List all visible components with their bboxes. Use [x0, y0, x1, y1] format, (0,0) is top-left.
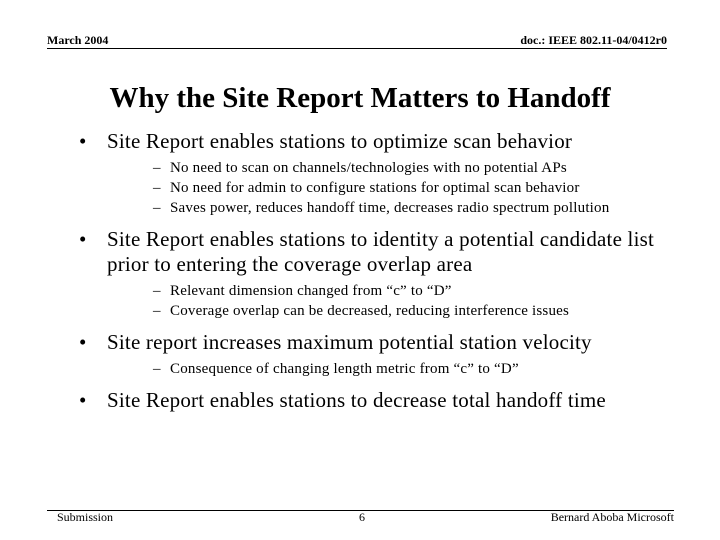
sub-bullet-text: Saves power, reduces handoff time, decreases radio spectrum pollution — [170, 200, 610, 216]
bullet-marker: • — [79, 330, 87, 354]
sub-bullet-item — [107, 301, 676, 321]
sub-bullet-item — [107, 281, 676, 301]
bullet-marker: • — [79, 388, 87, 412]
sub-bullet-item — [107, 359, 676, 379]
page-number: 6 — [359, 510, 365, 524]
sub-bullet-item — [107, 158, 676, 178]
bullet-item — [76, 330, 676, 379]
bullet-item — [76, 129, 676, 218]
header-date: March 2004 — [47, 33, 109, 47]
header-rule — [47, 48, 667, 49]
sub-bullet-marker: – — [153, 200, 161, 216]
sub-bullet-text: Coverage overlap can be decreased, reducing interference issues — [170, 303, 570, 319]
sub-bullet-marker: – — [153, 283, 161, 299]
sub-bullet-text: No need to scan on channels/technologies with no potential APs — [170, 160, 567, 176]
sub-bullet-text: No need for admin to configure stations for optimal scan behavior — [170, 180, 580, 196]
sub-bullet-text: Consequence of changing length metric from “c” to “D” — [170, 361, 519, 377]
slide-title: Why the Site Report Matters to Handoff — [109, 82, 611, 114]
bullet-text: Site Report enables stations to identity a potential candidate list prior to entering the coverage overlap area — [107, 227, 655, 276]
bullet-text: Site Report enables stations to decrease total handoff time — [107, 388, 606, 412]
bullet-item — [76, 227, 676, 321]
sub-bullet-marker: – — [153, 303, 161, 319]
footer-submission: Submission — [57, 510, 114, 524]
slide-content — [76, 129, 676, 413]
footer-author: Bernard Aboba Microsoft — [550, 510, 674, 524]
header-doc-id: doc.: IEEE 802.11-04/0412r0 — [520, 33, 667, 47]
sub-bullet-list — [107, 158, 676, 218]
sub-bullet-item — [107, 198, 676, 218]
bullet-text: Site report increases maximum potential station velocity — [107, 330, 592, 354]
sub-bullet-marker: – — [153, 180, 161, 196]
sub-bullet-marker: – — [153, 361, 161, 377]
bullet-marker: • — [79, 129, 87, 153]
bullet-text: Site Report enables stations to optimize scan behavior — [107, 129, 573, 153]
sub-bullet-list — [107, 359, 676, 379]
sub-bullet-text: Relevant dimension changed from “c” to “D” — [170, 283, 452, 299]
sub-bullet-item — [107, 178, 676, 198]
sub-bullet-list — [107, 281, 676, 321]
bullet-marker: • — [79, 227, 87, 251]
bullet-item — [76, 388, 676, 413]
sub-bullet-marker: – — [153, 160, 161, 176]
